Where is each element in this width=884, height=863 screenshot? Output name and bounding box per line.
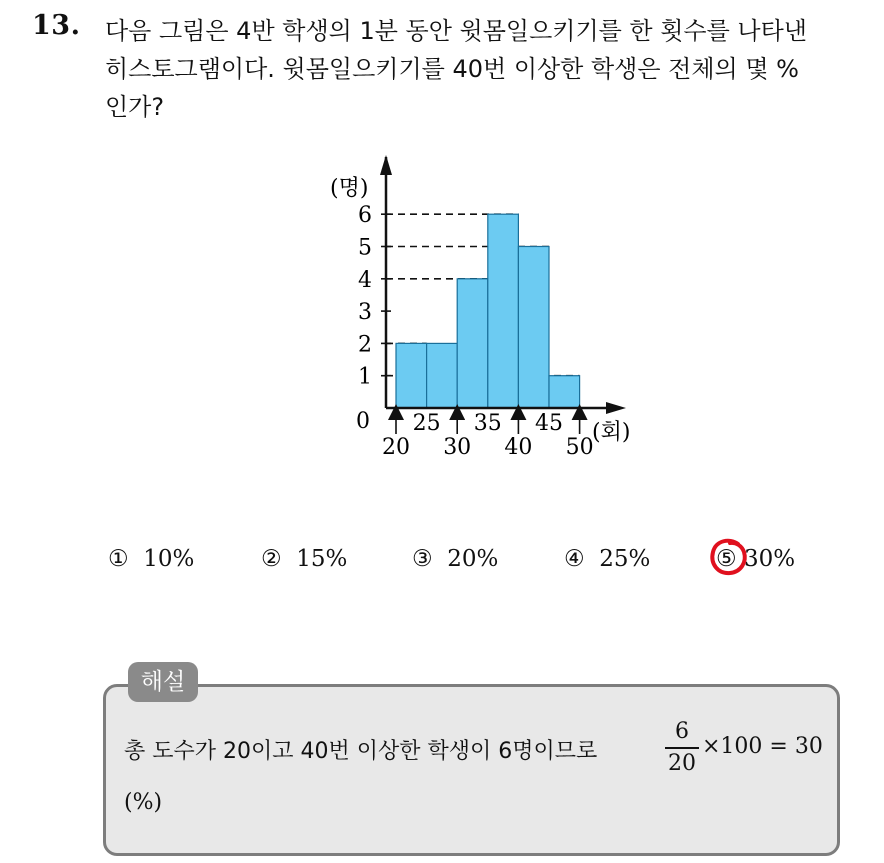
choice-5-mark: ⑤ bbox=[716, 546, 737, 572]
choice-2[interactable] bbox=[261, 546, 347, 572]
histogram-bar bbox=[457, 279, 488, 408]
choice-5[interactable] bbox=[716, 546, 795, 572]
explanation-line-2: (%) bbox=[124, 790, 163, 815]
choice-5-text: 30% bbox=[743, 546, 796, 572]
choice-1-text: 10% bbox=[143, 546, 195, 572]
x-tick-label-lower: 20 bbox=[382, 435, 410, 460]
question-text bbox=[105, 12, 865, 126]
choice-3-mark: ③ bbox=[412, 546, 433, 572]
question-line-1: 다음 그림은 4반 학생의 1분 동안 윗몸일으키기를 한 횟수를 나타낸 bbox=[105, 17, 807, 45]
fraction-numerator: 6 bbox=[675, 719, 689, 744]
x-tick-label-upper: 45 bbox=[535, 411, 563, 436]
choice-4-mark: ④ bbox=[564, 546, 585, 572]
choice-4-text: 25% bbox=[599, 546, 651, 572]
x-axis-arrowhead bbox=[606, 402, 626, 414]
explanation-tag: 해설 bbox=[128, 662, 198, 702]
y-tick-label: 4 bbox=[358, 267, 372, 293]
question-line-3: 인가? bbox=[105, 93, 165, 121]
origin-label: 0 bbox=[356, 409, 370, 434]
y-tick-label: 2 bbox=[358, 332, 372, 358]
explanation-line-1: 총 도수가 20이고 40번 이상한 학생이 6명이므로 bbox=[124, 739, 598, 764]
y-axis-label: (명) bbox=[330, 176, 369, 201]
y-tick-label: 5 bbox=[358, 235, 372, 261]
histogram-bars bbox=[396, 214, 580, 408]
histogram-bar bbox=[549, 376, 580, 408]
choice-3-text: 20% bbox=[447, 546, 499, 572]
choice-2-text: 15% bbox=[296, 546, 348, 572]
choice-1-mark: ① bbox=[108, 546, 129, 572]
y-tick-label: 1 bbox=[358, 364, 372, 390]
answer-choices bbox=[108, 546, 828, 586]
histogram-chart bbox=[300, 145, 660, 475]
x-tick-label-upper: 25 bbox=[412, 411, 441, 436]
histogram-bar bbox=[396, 343, 427, 408]
explanation-box bbox=[103, 684, 840, 856]
answer-circle-icon bbox=[708, 536, 750, 578]
x-tick-marks bbox=[382, 411, 594, 460]
question-line-2: 히스토그램이다. 윗몸일으키기를 40번 이상한 학생은 전체의 몇 % bbox=[105, 55, 799, 83]
choice-1[interactable] bbox=[108, 546, 194, 572]
x-axis-label: (회) bbox=[592, 420, 631, 445]
histogram-bar bbox=[427, 343, 458, 408]
y-axis-arrowhead bbox=[380, 155, 392, 175]
y-tick-label: 6 bbox=[358, 203, 372, 229]
explanation-result: ×100 = 30 bbox=[702, 734, 823, 759]
x-tick-label-lower: 50 bbox=[565, 435, 594, 460]
histogram-bar bbox=[518, 247, 549, 409]
x-tick-label-upper: 35 bbox=[473, 411, 502, 436]
explanation-fraction bbox=[665, 718, 699, 778]
x-tick-label-lower: 30 bbox=[443, 435, 472, 460]
histogram-bar bbox=[488, 214, 519, 408]
fraction-denominator: 20 bbox=[668, 751, 696, 776]
choice-2-mark: ② bbox=[261, 546, 282, 572]
fraction-bar bbox=[665, 747, 699, 749]
choice-4[interactable] bbox=[564, 546, 650, 572]
question-number: 13. bbox=[32, 10, 81, 41]
choice-3[interactable] bbox=[412, 546, 498, 572]
y-tick-label: 3 bbox=[358, 300, 372, 326]
x-tick-label-lower: 40 bbox=[504, 435, 533, 460]
